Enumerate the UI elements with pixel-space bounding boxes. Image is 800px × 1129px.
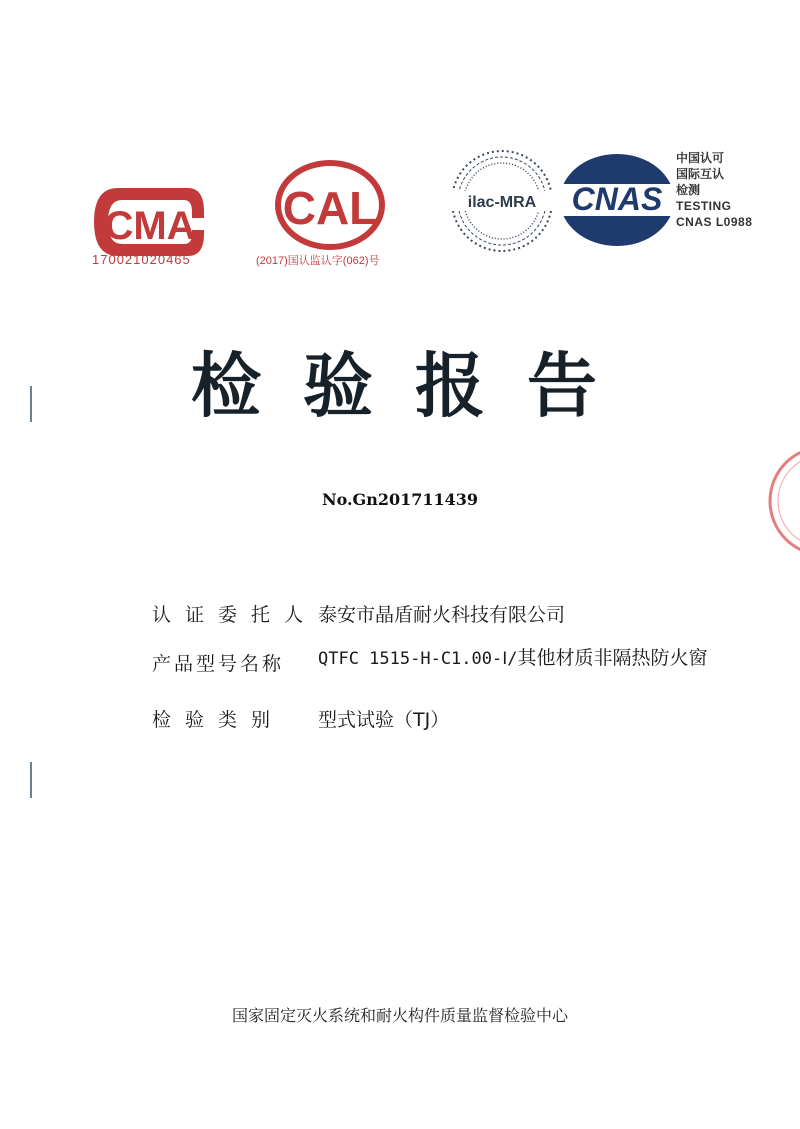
cnas-line-2: 国际互认 xyxy=(676,167,725,181)
issuing-institution: 国家固定灭火系统和耐火构件质量监督检验中心 xyxy=(231,1006,568,1025)
cal-number: (2017)国认监认字(062)号 xyxy=(256,255,380,267)
cnas-line-5: CNAS L0988 xyxy=(676,215,753,229)
cma-mark-text: CMA xyxy=(104,204,196,248)
cnas-mark-text: CNAS xyxy=(571,181,663,217)
product-label: 产品型号名称 xyxy=(152,653,285,675)
test-type-value: 型式试验（TJ） xyxy=(318,709,450,731)
report-number: No.Gn201711439 xyxy=(321,490,479,509)
cnas-line-1: 中国认可 xyxy=(676,151,725,165)
cnas-line-4: TESTING xyxy=(676,199,732,213)
ilac-mra-logo xyxy=(448,147,556,255)
cnas-logo xyxy=(558,152,676,248)
product-model: QTFC 1515-H-C1.00-Ⅰ/ xyxy=(318,649,518,669)
client-label: 认证委托人 xyxy=(152,604,318,626)
client-value: 泰安市晶盾耐火科技有限公司 xyxy=(318,604,566,626)
seal-stamp-edge xyxy=(752,442,800,560)
product-value xyxy=(318,647,763,670)
cal-logo xyxy=(274,160,386,250)
cal-mark-text: CAL xyxy=(282,182,378,234)
binding-mark-top xyxy=(30,386,32,422)
document-title: 检验报告 xyxy=(191,345,639,427)
ilac-mark-text: ilac-MRA xyxy=(467,194,537,211)
cma-number: 170021020465 xyxy=(92,252,191,267)
test-type-label: 检验类别 xyxy=(152,709,285,731)
cnas-accreditation-text xyxy=(676,150,786,230)
binding-mark-bottom xyxy=(30,762,32,798)
cnas-line-3: 检测 xyxy=(676,183,701,197)
product-description: 其他材质非隔热防火窗 xyxy=(517,647,708,669)
